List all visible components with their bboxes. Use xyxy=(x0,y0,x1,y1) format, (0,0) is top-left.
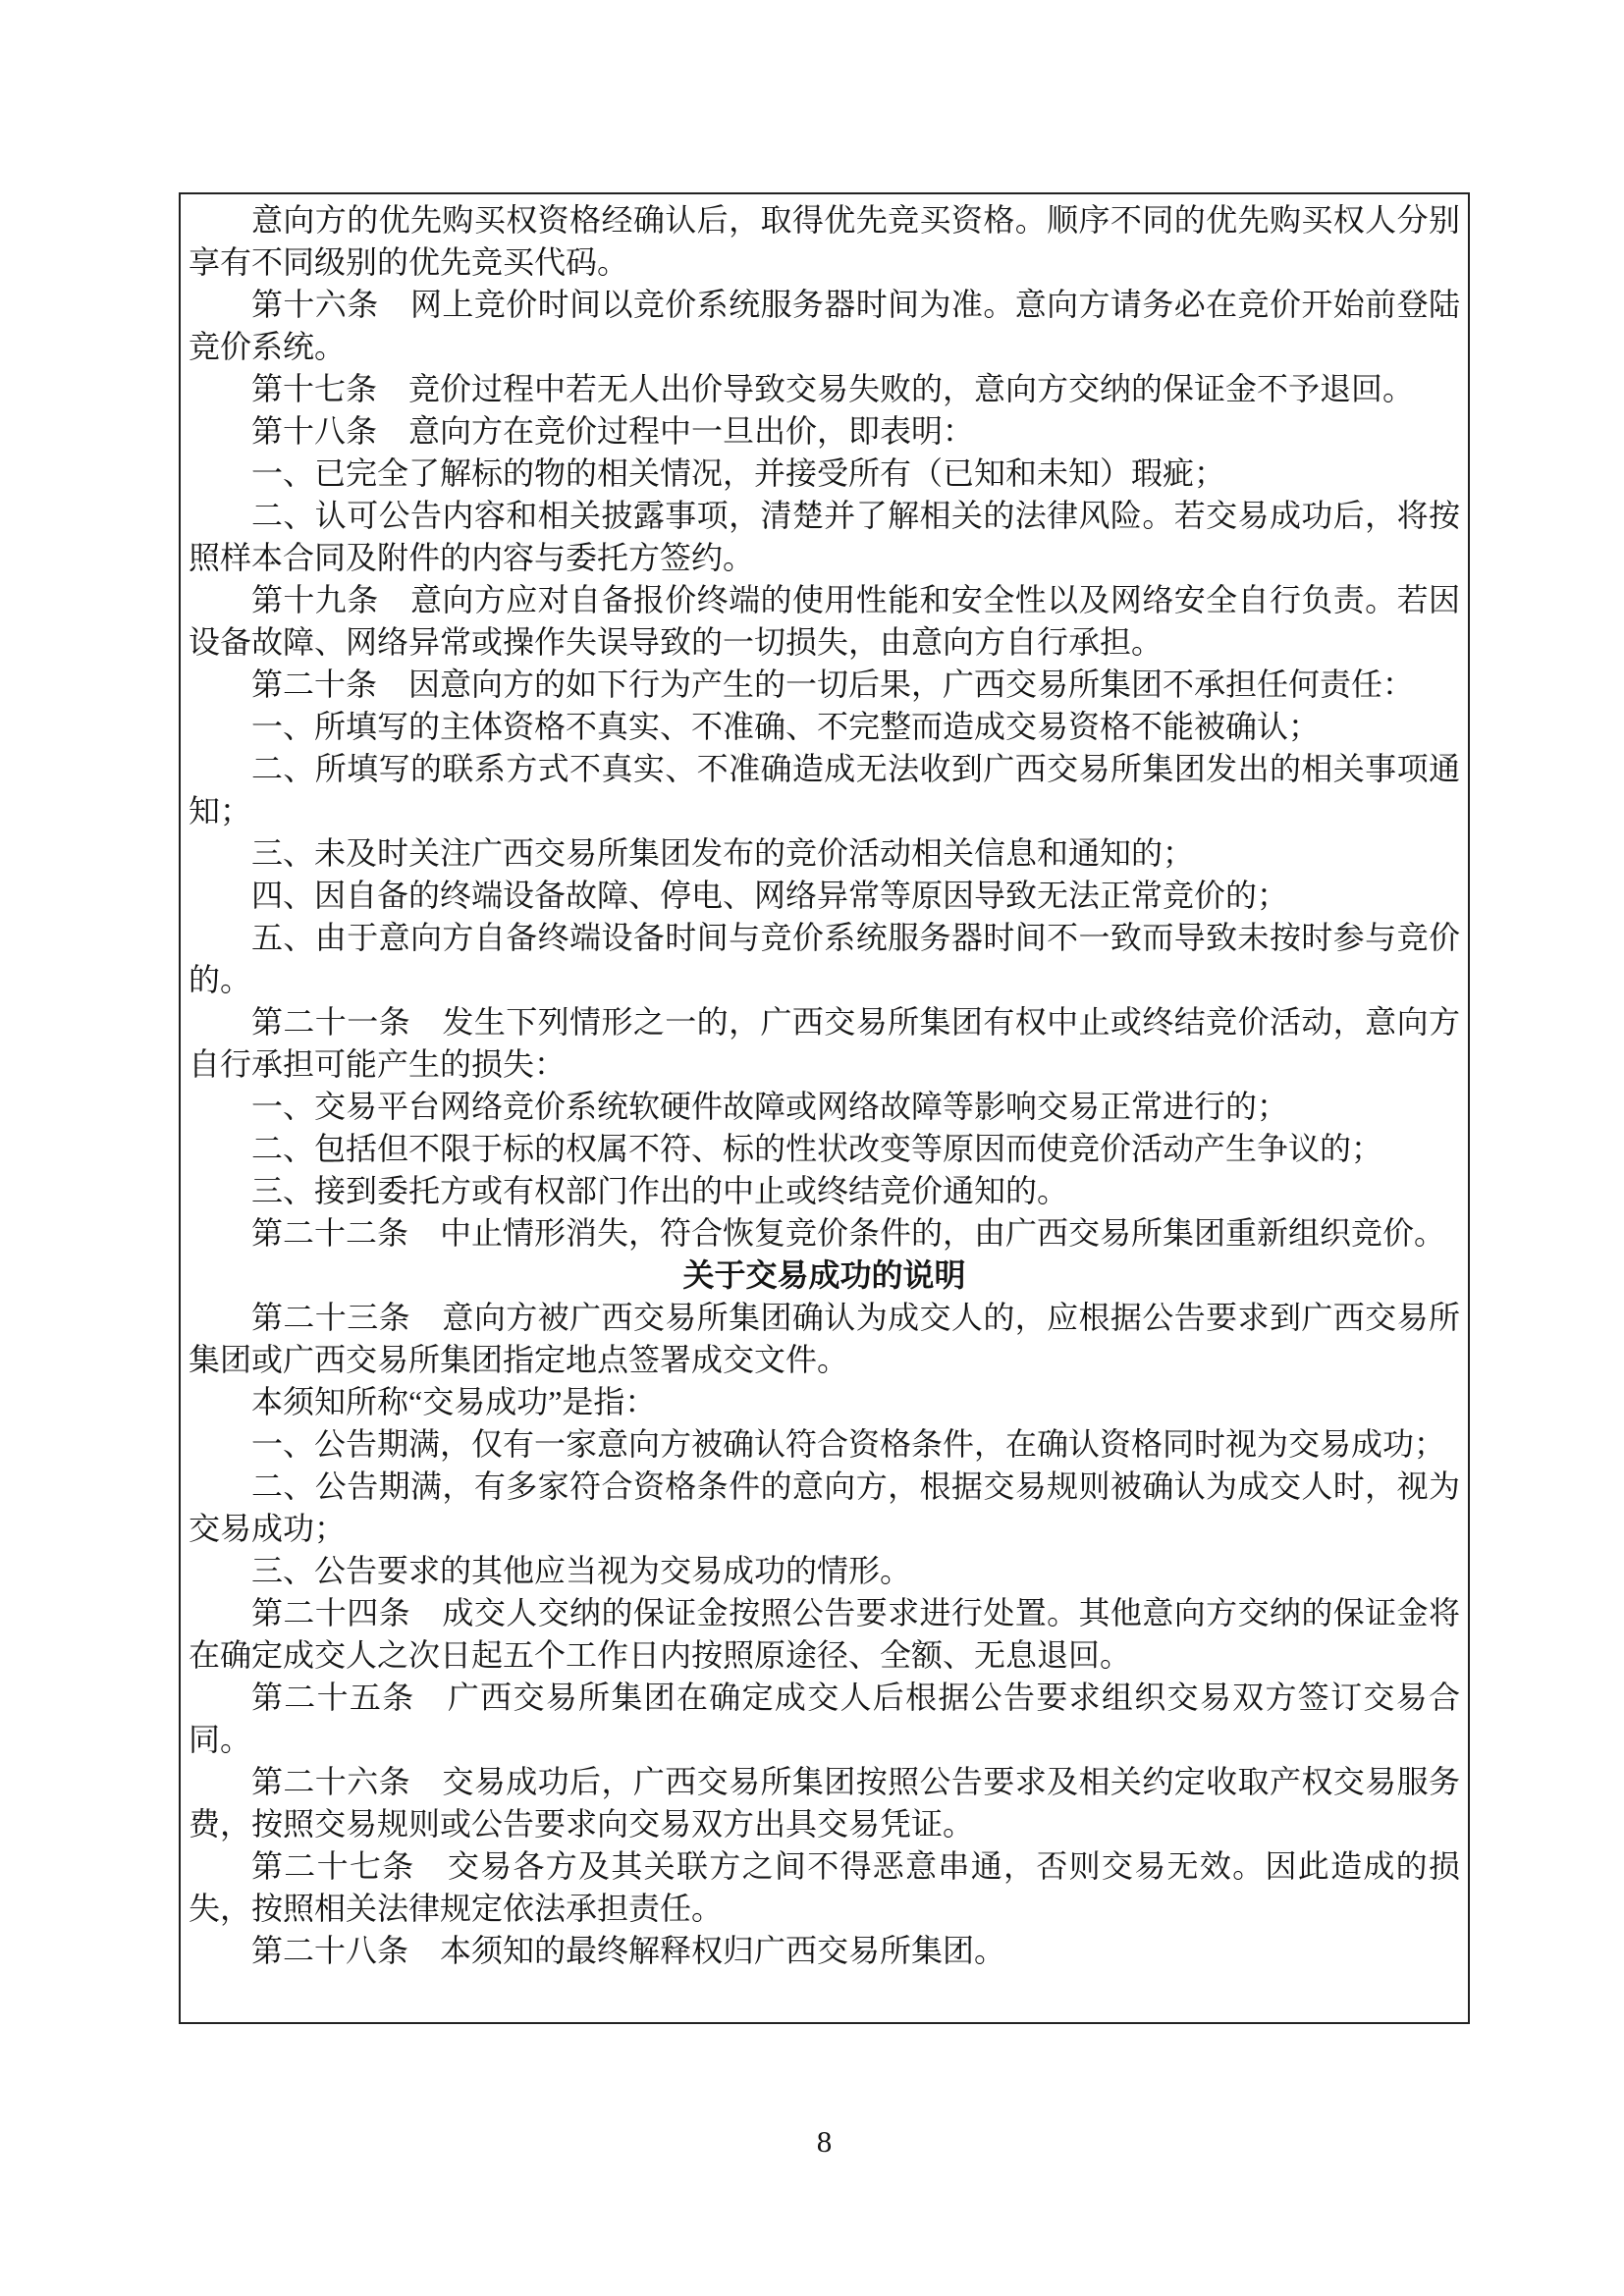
paragraph: 二、公告期满，有多家符合资格条件的意向方，根据交易规则被确认为成交人时，视为交易成功； xyxy=(189,1468,1460,1546)
paragraph: 四、因自备的终端设备故障、停电、网络异常等原因导致无法正常竞价的； xyxy=(251,878,1289,913)
paragraph: 第十六条 网上竞价时间以竞价系统服务器时间为准。意向方请务必在竞价开始前登陆竞价系统。 xyxy=(189,287,1460,364)
paragraph: 第二十一条 发生下列情形之一的，广西交易所集团有权中止或终结竞价活动，意向方自行承担可能产生的损失： xyxy=(189,1004,1460,1082)
paragraph: 第二十八条 本须知的最终解释权归广西交易所集团。 xyxy=(251,1933,1006,1968)
paragraph: 第二十三条 意向方被广西交易所集团确认为成交人的，应根据公告要求到广西交易所集团或广西交易所集团指定地点签署成交文件。 xyxy=(189,1300,1460,1377)
paragraph: 二、所填写的联系方式不真实、不准确造成无法收到广西交易所集团发出的相关事项通知； xyxy=(189,751,1460,828)
paragraph: 二、包括但不限于标的权属不符、标的性状改变等原因而使竞价活动产生争议的； xyxy=(251,1131,1383,1166)
paragraph: 三、未及时关注广西交易所集团发布的竞价活动相关信息和通知的； xyxy=(251,835,1195,871)
paragraph: 本须知所称“交易成功”是指： xyxy=(251,1384,657,1419)
page-number: 8 xyxy=(816,2124,833,2159)
paragraph: 第二十四条 成交人交纳的保证金按照公告要求进行处置。其他意向方交纳的保证金将在确定成交人之次日起五个工作日内按照原途径、全额、无息退回。 xyxy=(189,1595,1460,1673)
paragraph: 三、公告要求的其他应当视为交易成功的情形。 xyxy=(251,1553,912,1588)
paragraph: 第十九条 意向方应对自备报价终端的使用性能和安全性以及网络安全自行负责。若因设备故障、网络异常或操作失误导致的一切损失，由意向方自行承担。 xyxy=(189,582,1460,660)
paragraph: 意向方的优先购买权资格经确认后，取得优先竞买资格。顺序不同的优先购买权人分别享有不同级别的优先竞买代码。 xyxy=(189,202,1460,280)
paragraph: 第十八条 意向方在竞价过程中一旦出价，即表明： xyxy=(251,413,975,449)
paragraph: 一、已完全了解标的物的相关情况，并接受所有（已知和未知）瑕疵； xyxy=(251,455,1226,491)
document-body xyxy=(189,199,1460,1972)
paragraph: 一、交易平台网络竞价系统软硬件故障或网络故障等影响交易正常进行的； xyxy=(251,1089,1289,1124)
document-border-frame xyxy=(179,192,1470,2024)
paragraph: 第二十条 因意向方的如下行为产生的一切后果，广西交易所集团不承担任何责任： xyxy=(251,667,1415,702)
section-heading: 关于交易成功的说明 xyxy=(682,1257,966,1293)
paragraph: 一、所填写的主体资格不真实、不准确、不完整而造成交易资格不能被确认； xyxy=(251,709,1321,744)
paragraph: 一、公告期满，仅有一家意向方被确认符合资格条件，在确认资格同时视为交易成功； xyxy=(251,1426,1446,1462)
paragraph: 第二十六条 交易成功后，广西交易所集团按照公告要求及相关约定收取产权交易服务费，按照交易规则或公告要求向交易双方出具交易凭证。 xyxy=(189,1764,1460,1842)
paragraph: 二、认可公告内容和相关披露事项，清楚并了解相关的法律风险。若交易成功后，将按照样本合同及附件的内容与委托方签约。 xyxy=(189,498,1460,575)
paragraph: 三、接到委托方或有权部门作出的中止或终结竞价通知的。 xyxy=(251,1173,1069,1208)
paragraph: 第二十七条 交易各方及其关联方之间不得恶意串通，否则交易无效。因此造成的损失，按照相关法律规定依法承担责任。 xyxy=(189,1848,1460,1926)
paragraph: 第二十二条 中止情形消失，符合恢复竞价条件的，由广西交易所集团重新组织竞价。 xyxy=(251,1215,1446,1251)
paragraph: 第十七条 竞价过程中若无人出价导致交易失败的，意向方交纳的保证金不予退回。 xyxy=(251,371,1415,406)
paragraph: 第二十五条 广西交易所集团在确定成交人后根据公告要求组织交易双方签订交易合同。 xyxy=(189,1680,1460,1757)
paragraph: 五、由于意向方自备终端设备时间与竞价系统服务器时间不一致而导致未按时参与竞价的。 xyxy=(189,920,1460,997)
